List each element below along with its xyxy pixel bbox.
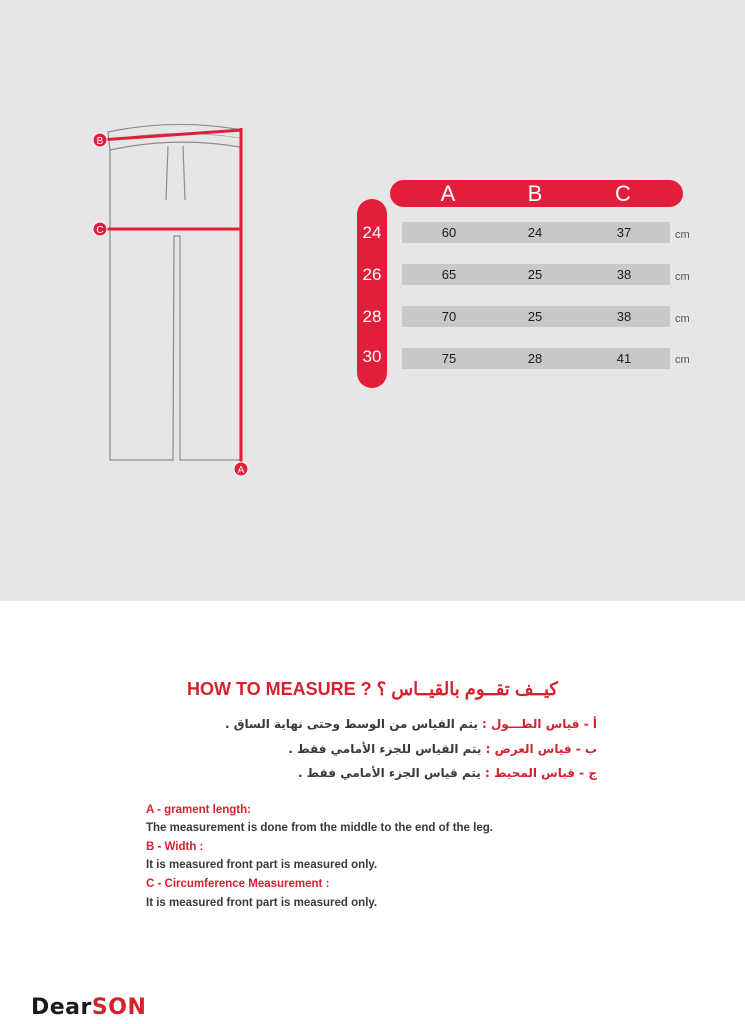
size-table-header [390,180,683,207]
table-cell: 28 [527,351,543,366]
unit-label: cm [675,313,690,325]
brand-logo-part1: Dear [31,995,92,1020]
english-instruction-heading: C - Circumference Measurement : [146,878,330,890]
size-label: 24 [362,223,382,242]
english-instruction-text: It is measured front part is measured only. [146,859,378,871]
table-row [402,306,670,327]
size-label: 30 [362,347,382,366]
brand-logo [31,994,146,1022]
arabic-instruction-text: يتم القياس للجزء الأمامي فقط . [288,742,486,756]
table-cell: 37 [616,225,632,240]
unit-label: cm [675,229,690,241]
size-label: 26 [362,265,382,284]
table-cell: 24 [527,225,543,240]
measure-line-b [100,130,242,140]
table-row [402,348,670,369]
size-label: 28 [362,307,382,326]
arabic-instruction-text: يتم القياس من الوسط وحتى نهاية الساق . [225,717,483,731]
arabic-instruction-text: يتم قياس الجزء الأمامي فقط . [297,766,485,780]
page-title: HOW TO MEASURE ? كيــف تقــوم بالقيــاس ؟ [186,679,559,699]
table-cell: 41 [616,351,632,366]
leg-outline [110,147,240,460]
arabic-instruction-label: ب - قياس العرض : [485,742,597,756]
table-cell: 25 [527,309,543,324]
svg-text:A: A [237,465,245,476]
table-cell: 38 [616,267,632,282]
svg-text:B: B [96,136,104,147]
brand-logo-part2: SON [91,995,147,1020]
table-cell: 70 [441,309,457,324]
column-header-b: B [527,181,543,206]
table-row [402,222,670,243]
drawstring [166,146,185,200]
svg-text:C: C [96,225,104,236]
unit-label: cm [675,354,690,366]
column-header-c: C [615,181,631,206]
english-instruction-text: It is measured front part is measured only. [146,897,378,909]
pants-diagram [0,0,300,601]
table-cell: 75 [441,351,457,366]
unit-label: cm [675,271,690,283]
table-cell: 25 [527,267,543,282]
arabic-instruction-label: ج - قياس المحيط : [484,766,597,780]
english-instruction-heading: B - Width : [146,841,204,853]
marker-b [93,133,107,147]
arabic-instruction-label: أ - قياس الطـــول : [482,717,597,731]
table-row [402,264,670,285]
english-instruction-text: The measurement is done from the middle to the end of the leg. [146,822,493,834]
column-header-a: A [440,181,456,206]
table-cell: 65 [441,267,457,282]
arabic-instruction [298,765,597,781]
english-instruction-heading: A - grament length: [146,804,251,816]
marker-a [234,462,248,476]
arabic-instruction [225,716,597,732]
marker-c [93,222,107,236]
arabic-instruction [288,741,597,757]
table-cell: 38 [616,309,632,324]
table-cell: 60 [441,225,457,240]
